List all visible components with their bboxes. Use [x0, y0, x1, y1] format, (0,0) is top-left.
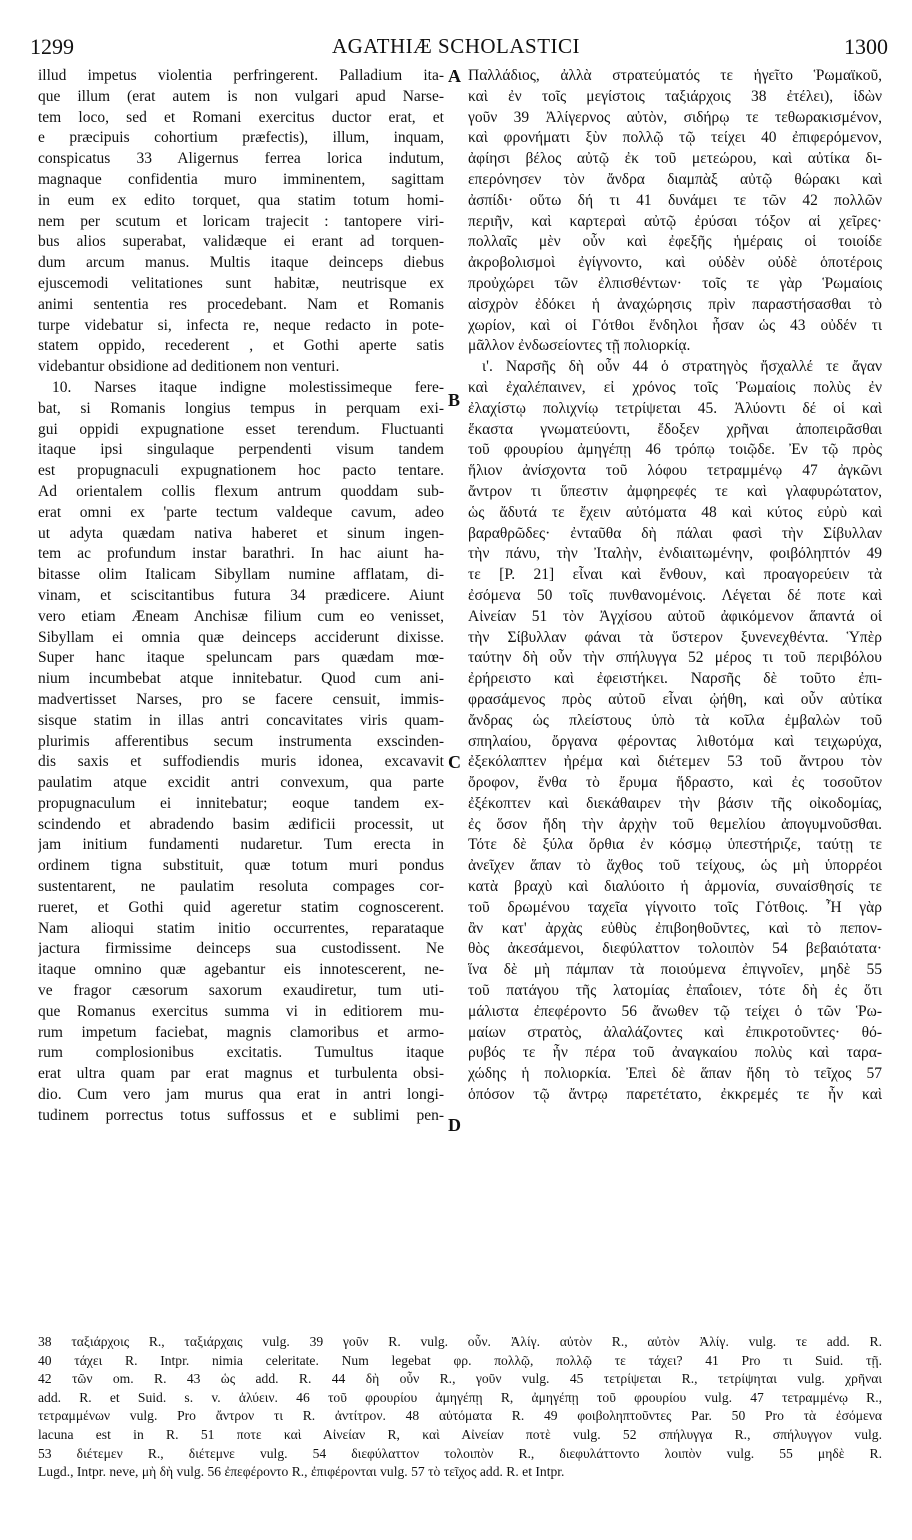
section-marker-d: D [448, 1115, 461, 1135]
latin-column [38, 66, 444, 1127]
text-line: bat, si Romanis longius tempus in perquam exi- [38, 399, 444, 417]
footnote-line: lacuna est in R. 51 ποτε καὶ Αἰνείαν R, καὶ Αἰνείαν ποτὲ vulg. 52 σπήλυγγα R., σπήλυγγον vulg. [38, 1426, 882, 1442]
text-line: ρυβός τε ἦν πέρα τοῦ ἀναγκαίου πολὺς καὶ ταρα- [468, 1044, 882, 1062]
text-line: ἀσπίδι· οὕτω δή τι 41 δυνάμει τε τῶν 42 πολλῶν [468, 191, 882, 209]
text-line: θὸς ἀκεσάμενοι, διεφύλαττον τολοιπὸν 54 βεβαιότατα· [468, 940, 882, 958]
text-line: turpe videbatur si, infecta re, neque redacto in pote- [38, 316, 444, 334]
text-line: γοῦν 39 Ἀλίγερνος αὐτὸν, σιδήρῳ τε τεθωρακισμένον, [468, 108, 882, 126]
text-line: ἂν κατ' ἀρχὰς εὐθὺς ἐπιβοηθοῦντες, καὶ τὸ πεπον- [468, 919, 882, 937]
text-line: nem per scutum et loricam trajecit : tantopere viri- [38, 212, 444, 230]
text-line: dio. Cum vero jam murus qua erat in antri longi- [38, 1086, 444, 1104]
text-line: ἐλαχίστῳ πολιχνίῳ τετρίψεται 45. Ἀλύοντι δέ οἱ καὶ [468, 399, 882, 417]
text-line: itaque ipsi singulaque perpendenti visum tandem [38, 441, 444, 459]
section-marker-a: A [448, 66, 461, 86]
text-line: dis saxis et suffodiendis muris idonea, excavavit [38, 753, 444, 771]
text-line: κατὰ βραχὺ καὶ διαλύοιτο ἡ ἁρμονία, συναίσθησίς τε [468, 878, 882, 896]
text-line: ἄνδρας ὡς πλείστους ὑπὸ τὰ κοῖλα ἐμβαλὼν τοῦ [468, 711, 882, 729]
text-line: καὶ ἐχαλέπαινεν, εἰ χρόνος τοῖς Ῥωμαίοις πολὺς ἐν [468, 378, 882, 396]
text-line: καὶ φρονήματι ξὺν πολλῷ τῷ τείχει 40 ἐπιφερόμενον, [468, 129, 882, 147]
text-line: madvertisset Narses, pro se facere censuit, immis- [38, 690, 444, 708]
text-line: erat ultra quam par erat magnus et turbulenta obsi- [38, 1065, 444, 1083]
text-line: paulatim atque excidit antri convexum, qua parte [38, 774, 444, 792]
text-line: ἀνεῖχεν ἅπαν τὸ ἄχθος τοῦ τείχους, ὡς μὴ ὑπορρέοι [468, 857, 882, 875]
text-line: sisque statim in illas antri concavitates viris quam- [38, 711, 444, 729]
text-line: plurimis afferentibus secum instrumenta exscinden- [38, 732, 444, 750]
footnote-line: 38 ταξιάρχοις R., ταξιάρχαις vulg. 39 γοῦν R. vulg. οὖν. Ἀλίγ. αὐτὸν R., αὐτὸν Ἀλίγ. vulg. τε add. R. [38, 1334, 882, 1349]
text-line: propugnaculum ei innitebatur; eoque tandem ex- [38, 794, 444, 812]
text-line: ἐς ὅσον ἤδη τὴν ἀρχὴν τοῦ θεμελίου ἀπογυμνοῦσθαι. [468, 815, 882, 833]
text-line: περιῆν, καὶ καρτεραὶ αὐτῷ ἐρύσαι τόξον αἱ χεῖρες· [468, 212, 882, 230]
text-line: τοῦ φρουρίου ἀμηγέπῃ 46 τρόπῳ τοιῷδε. Ἐν τῷ πρὸς [468, 441, 882, 459]
text-line: 10. Narses itaque indigne molestissimeque fere- [52, 378, 444, 396]
text-line: τε [P. 21] εἶναι καὶ ἔνθουν, καὶ προαγορεύειν τὰ [468, 566, 882, 584]
text-line: Παλλάδιος, ἀλλὰ στρατεύματός τε ἡγεῖτο Ῥωμαϊκοῦ, [468, 67, 882, 84]
text-line: ἐσόμενα 50 τοῖς πυνθανομένοις. Λέγεται δέ ποτε καὶ [468, 586, 882, 604]
text-line: καὶ ἐν τοῖς μεγίστοις ταξιάρχοις 38 ἐτέλει), ἰδὼν [468, 87, 882, 105]
text-line: ordinem tigna substituit, quæ totum muri pondus [38, 857, 444, 875]
text-line: ἀκροβολισμοὶ ἐγίγνοντο, καὶ οὐδὲν οὐδὲ ὁποτέροις [468, 254, 882, 272]
text-line: ὄροφον, ἔνθα τὸ ἔρυμα ἥδραστο, καὶ ἐς τοσοῦτον [468, 774, 882, 792]
text-line: Αἰνείαν 51 τὸν Ἀγχίσου αὐτοῦ ἀφικόμενον ἅπαντά οἱ [468, 607, 882, 625]
text-line: ἀφίησι βέλος αὐτῷ ἐκ τοῦ μετεώρου, καὶ αὐτίκα δι- [468, 150, 882, 168]
section-marker-b: B [448, 390, 461, 410]
text-line: Super hanc itaque speluncam pars quædam mœ- [38, 649, 444, 667]
text-line: χωρίον, καὶ οἱ Γότθοι ἔνδηλοι ἦσαν ὡς 43 οὐδέν τι [468, 316, 882, 334]
text-line: rueret, et Gothi quid ageretur statim cognoscerent. [38, 898, 444, 916]
text-line: μᾶλλον ἐνδωσείοντες τῇ πολιορκίᾳ. [468, 337, 691, 355]
page-number-left: 1299 [30, 34, 74, 59]
text-line: est propugnaculi expugnationem hoc pacto tentare. [38, 462, 444, 480]
text-line: rum complosionibus excitatis. Tumultus itaque [38, 1044, 444, 1062]
text-line: ἐξεκόλαπτεν ἠρέμα καὶ διέτεμεν 53 τοῦ ἄντρου τὸν [468, 753, 882, 771]
text-line: vero etiam Æneam Anchisæ filium cum eo venisset, [38, 607, 444, 625]
text-line: itaque omnino quæ agebantur eis innotescerent, ne- [38, 961, 444, 979]
text-line: μάλιστα ἐπεφέροντο 56 ἄνωθεν τῷ τείχει ὁ τῶν Ῥω- [468, 1002, 882, 1020]
text-line: τὴν Σίβυλλαν φάναι τὰ ὕστερον ξυνενεχθέντα. Ὑπὲρ [468, 628, 882, 646]
text-line: jactura firmissime deinceps sua custodissent. Ne [38, 940, 444, 958]
footnote-line: 42 τῶν om. R. 43 ὡς add. R. 44 δὴ οὖν R., γοῦν vulg. 45 τετρίψεται R., τετρίψηται vulg. χρῆναι [38, 1371, 882, 1387]
text-line: ἥλιον ἀνίσχοντα τοῦ λόφου τετραμμένῳ 47 ἀγκῶνι [468, 462, 882, 480]
text-line: τοῦ δρωμένου ταχεῖα γίγνοιτο τοῖς Γότθοις. Ἦ γὰρ [468, 898, 882, 916]
text-line: tem ac profundum instar barathri. In hac aiunt ha- [38, 545, 444, 563]
text-line: in eum ex edito torquet, qua statim totum homi- [38, 191, 444, 209]
text-line: gui oppidi expugnatione esset terendum. Fluctuanti [38, 420, 444, 438]
text-line: επερόνησεν τὸν ἄνδρα διαμπὰξ αὐτῷ θώρακι καὶ [468, 170, 882, 188]
page-header [0, 30, 912, 64]
text-line: statem oppido, recederent , et Gothi aperte satis [38, 337, 444, 355]
text-line: Ad orientalem collis flexum antrum quoddam sub- [38, 482, 444, 500]
text-line: vinam, et sciscitantibus futura 34 prædicere. Aiunt [38, 586, 444, 604]
greek-column [468, 66, 882, 1106]
footnote-line: τετραμμένων vulg. Pro ἄντρον τι R. ἀντίτρον. 48 αὐτόματα R. 49 φοιβοληπτοῦντες Par. 50 Pro τὰ ἐσόμενα [38, 1408, 882, 1424]
text-line: ἵνα δὲ μὴ πάμπαν τὰ ποιούμενα ἐπιγνοῖεν, μηδὲ 55 [468, 961, 882, 979]
text-line: tem loco, sed et Romani exercitus ductor erat, et [38, 108, 444, 126]
footnote-line: add. R. et Suid. s. v. ἀλύειν. 46 τοῦ φρουρίου ἀμηγέπῃ R, ἀμηγέπῃ τοῦ φρουρίου vulg. 47 τετραμμένῳ R., [38, 1389, 882, 1405]
text-line: τὴν πάνυ, τὴν Ἰταλὴν, ἐνδιαιτωμένην, φοιβόληπτόν 49 [468, 545, 882, 563]
text-line: videbantur obsidione ad deditionem non venturi. [38, 358, 340, 376]
text-line: animi sententia res procedebant. Nam et Romanis [38, 295, 444, 313]
text-line: ἕκαστα γνωματεύοντι, ἔδοξεν χρῆναι ἀποπειρᾶσθαι [468, 420, 882, 438]
page-number-right: 1300 [844, 34, 888, 59]
footnote-line: 40 τάχει R. Intpr. nimia celeritate. Num legebat φρ. πολλῷ, πολλῷ τε τάχει? 41 Pro τι Suid. τῇ. [38, 1352, 882, 1368]
text-line: que illum (erat autem is non vulgari apud Narse- [38, 87, 444, 105]
text-line: ut adyta quædam nativa haberet et sinum ingen- [38, 524, 444, 542]
text-line: erat omni ex 'parte tectum valdeque cavum, adeo [38, 503, 444, 521]
text-line: bitasse olim Italicam Sibyllam numine afflatam, di- [38, 566, 444, 584]
text-line: τοῦ πατάγου τῆς λατομίας ἐπαΐοιεν, τότε δὴ ἐς ὅτι [468, 982, 882, 1000]
text-line: φρασάμενος πρὸς αὐτοῦ εἶναι ᾠήθη, καὶ οὖν αὐτίκα [468, 690, 882, 708]
text-line: magnaque confidentia muro imminentem, sagittam [38, 170, 444, 188]
text-line: rum impetum faciebat, magnis clamoribus et armo- [38, 1023, 444, 1041]
text-line: illud impetus violentia perfringerent. Palladium ita- [38, 67, 444, 84]
running-title: AGATHIÆ SCHOLASTICI [331, 34, 581, 58]
text-line: tudinem porrectus totus suffossus et e sublimi pen- [38, 1106, 444, 1124]
text-line: αἰσχρὸν ἐδόκει ἡ ἀναχώρησις πρὶν παραστήσασθαι τὸ [468, 295, 882, 313]
text-line: ejuscemodi velitationes sunt habitæ, neutrisque ex [38, 274, 444, 292]
text-line: que Romanus exercitus summa vi in editiorem mu- [38, 1002, 444, 1020]
text-line: ve fragor cæsorum saxorum exaudiretur, tum uti- [38, 982, 444, 1000]
text-line: μαίων στρατὸς, ἀλαλάζοντες καὶ ἐπικροτοῦντες· θό- [468, 1023, 882, 1041]
text-line: ἐξέκοπτεν καὶ διεκάθαιρεν τὴν βάσιν τῆς οἰκοδομίας, [468, 794, 882, 812]
text-line: χώδης ἡ πολιορκία. Ἐπεὶ δὲ ἅπαν ἤδη τὸ τεῖχος 57 [468, 1065, 882, 1083]
text-line: jam initium fundamenti nudaretur. Tum erecta in [38, 836, 444, 854]
text-line: Sibyllam ei omnia quæ deinceps acciderunt dixisse. [38, 628, 444, 646]
footnotes [38, 1333, 882, 1482]
text-line: βαραθρῶδες· ἐνταῦθα δὴ πάλαι φασὶ τὴν Σίβυλλαν [468, 524, 882, 542]
text-line: ἄντρον τι ὕπεστιν ἀμφηρεφές τε καὶ γλαφυρώτατον, [468, 482, 882, 500]
footnote-line: 53 διέτεμεν R., διέτεμνε vulg. 54 διεφύλαττον τολοιπὸν R., διεφυλάττοντο λοιπὸν vulg. 55 μηδὲ R. [38, 1445, 882, 1461]
text-line: ι'. Ναρσῆς δὴ οὖν 44 ὁ στρατηγὸς ἤσχαλλέ τε ἄγαν [482, 358, 882, 376]
text-line: ὁπόσον τῷ ἄντρῳ παρετέτατο, ἐκκρεμές τε ἦν καὶ [468, 1086, 882, 1104]
text-line: σπηλαίου, ὄργανα φέροντας λιθοτόμα καὶ τειχωρύχα, [468, 732, 882, 750]
text-line: nium incumbebat atque innitebatur. Quod cum ani- [38, 670, 444, 688]
text-line: ταύτην δὴ οὖν τὴν σπήλυγγα 52 μέρος τι τοῦ περιβόλου [468, 649, 882, 667]
text-line: Nam alioqui statim initio occurrentes, reparataque [38, 919, 444, 937]
text-line: bus alios superabat, validæque ei erant ad torquen- [38, 233, 444, 251]
text-line: scindendo et abradendo basim ædificii processit, ut [38, 815, 444, 833]
footnote-line: Lugd., Intpr. neve, μὴ δὴ vulg. 56 ἐπεφέροντο R., ἐπιφέρονται vulg. 57 τὸ τεῖχος add. R. et Intpr. [38, 1464, 565, 1480]
text-line: προὐχώρει τῶν ἐλπισθέντων· τοῖς τε γὰρ Ῥωμαίοις [468, 274, 882, 292]
text-line: dum arcum manus. Multis itaque deinceps diebus [38, 254, 444, 272]
text-line: sustentarent, ne paulatim resoluta compages cor- [38, 878, 444, 896]
text-line: ἐρήρειστο καὶ ἐφειστήκει. Ναρσῆς δὲ τοῦτο ἐπι- [468, 670, 882, 688]
text-line: Τότε δὲ ξύλα ὄρθια ἐν κόσμῳ ὑπεστήριζε, ταύτῃ τε [468, 836, 882, 854]
text-line: e præcipuis cohortium præfectis), illum, inquam, [38, 129, 444, 147]
text-line: πολλαῖς μὲν οὖν καὶ ἐφεξῆς ἡμέραις οἱ τοιοίδε [468, 233, 882, 251]
section-marker-c: C [448, 752, 461, 772]
text-line: ὡς ἄδυτά τε ἔχειν αὐτόματα 48 καὶ κύτος εὐρὺ καὶ [468, 503, 882, 521]
text-line: conspicatus 33 Aligernus ferrea lorica indutum, [38, 150, 444, 168]
